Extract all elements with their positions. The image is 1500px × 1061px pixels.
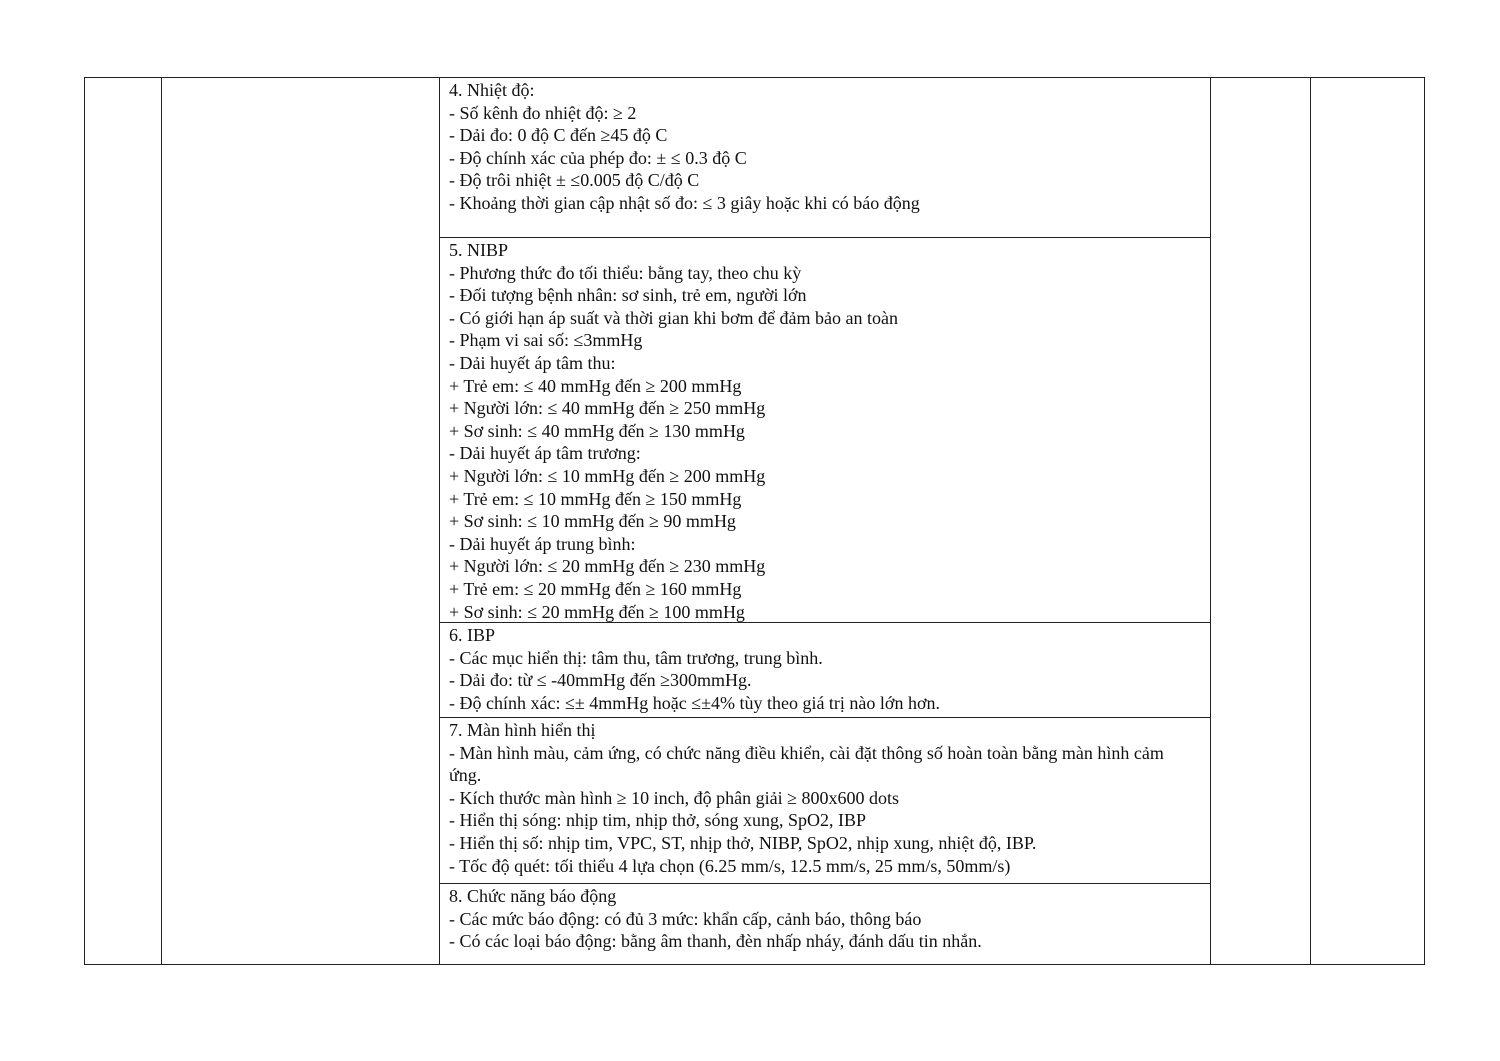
column-divider xyxy=(84,77,85,965)
spec-line: - Hiển thị số: nhịp tim, VPC, ST, nhịp thở, NIBP, SpO2, nhịp xung, nhiệt độ, IBP. xyxy=(449,832,1037,853)
spec-line: - Dải đo: từ ≤ -40mmHg đến ≥300mmHg. xyxy=(449,670,752,691)
spec-line: + Sơ sinh: ≤ 40 mmHg đến ≥ 130 mmHg xyxy=(449,420,745,441)
section-title: 5. NIBP xyxy=(449,240,509,260)
spec-line: + Người lớn: ≤ 40 mmHg đến ≥ 250 mmHg xyxy=(449,398,766,419)
column-divider xyxy=(1424,77,1425,965)
spec-line: + Trẻ em: ≤ 20 mmHg đến ≥ 160 mmHg xyxy=(449,578,742,599)
spec-line: + Sơ sinh: ≤ 20 mmHg đến ≥ 100 mmHg xyxy=(449,601,745,622)
spec-line: + Người lớn: ≤ 20 mmHg đến ≥ 230 mmHg xyxy=(449,556,766,577)
table-bottom-border xyxy=(84,964,1424,965)
spec-line: - Có các loại báo động: bằng âm thanh, đèn nhấp nháy, đánh dấu tin nhắn. xyxy=(449,931,982,952)
spec-section xyxy=(440,78,1210,215)
section-title: 8. Chức năng báo động xyxy=(449,886,617,906)
column-divider xyxy=(1210,77,1211,965)
spec-section xyxy=(440,238,1210,623)
spec-line: - Đối tượng bệnh nhân: sơ sinh, trẻ em, người lớn xyxy=(449,285,807,306)
spec-line: - Dải đo: 0 độ C đến ≥45 độ C xyxy=(449,125,668,146)
spec-line: - Tốc độ quét: tối thiểu 4 lựa chọn (6.25 mm/s, 12.5 mm/s, 25 mm/s, 50mm/s) xyxy=(449,855,1011,876)
spec-line: - Màn hình màu, cảm ứng, có chức năng điều khiển, cài đặt thông số hoàn toàn bằng màn hình cảm ứng. xyxy=(449,742,1169,786)
spec-line: - Dải huyết áp trung bình: xyxy=(449,533,636,554)
spec-line: - Hiển thị sóng: nhịp tim, nhịp thở, sóng xung, SpO2, IBP xyxy=(449,810,867,831)
spec-line: + Sơ sinh: ≤ 10 mmHg đến ≥ 90 mmHg xyxy=(449,511,736,532)
spec-line: - Các mức báo động: có đủ 3 mức: khẩn cấp, cảnh báo, thông báo xyxy=(449,908,922,929)
spec-line: - Các mục hiển thị: tâm thu, tâm trương, trung bình. xyxy=(449,647,823,668)
spec-line: + Người lớn: ≤ 10 mmHg đến ≥ 200 mmHg xyxy=(449,465,766,486)
spec-section xyxy=(440,884,1210,953)
spec-line: - Dải huyết áp tâm trương: xyxy=(449,443,641,464)
spec-line: - Độ chính xác của phép đo: ± ≤ 0.3 độ C xyxy=(449,147,747,168)
section-title: 6. IBP xyxy=(449,625,496,645)
spec-line: - Phạm vi sai số: ≤3mmHg xyxy=(449,330,643,351)
spec-section xyxy=(440,718,1210,877)
spec-line: - Phương thức đo tối thiểu: bằng tay, theo chu kỳ xyxy=(449,262,802,283)
spec-line: - Độ trôi nhiệt ± ≤0.005 độ C/độ C xyxy=(449,170,700,191)
spec-line: - Số kênh đo nhiệt độ: ≥ 2 xyxy=(449,102,637,123)
column-divider xyxy=(161,77,162,965)
spec-section xyxy=(440,623,1210,714)
spec-line: + Trẻ em: ≤ 40 mmHg đến ≥ 200 mmHg xyxy=(449,375,742,396)
spec-line: - Dải huyết áp tâm thu: xyxy=(449,352,616,373)
section-title: 7. Màn hình hiển thị xyxy=(449,720,596,740)
column-divider xyxy=(1310,77,1311,965)
section-title: 4. Nhiệt độ: xyxy=(449,80,535,100)
spec-line: - Kích thước màn hình ≥ 10 inch, độ phân giải ≥ 800x600 dots xyxy=(449,787,899,808)
spec-line: - Độ chính xác: ≤± 4mmHg hoặc ≤±4% tùy theo giá trị nào lớn hơn. xyxy=(449,692,940,713)
spec-line: - Khoảng thời gian cập nhật số đo: ≤ 3 giây hoặc khi có báo động xyxy=(449,192,920,213)
spec-line: - Có giới hạn áp suất và thời gian khi bơm để đảm bảo an toàn xyxy=(449,307,898,328)
spec-line: + Trẻ em: ≤ 10 mmHg đến ≥ 150 mmHg xyxy=(449,488,742,509)
